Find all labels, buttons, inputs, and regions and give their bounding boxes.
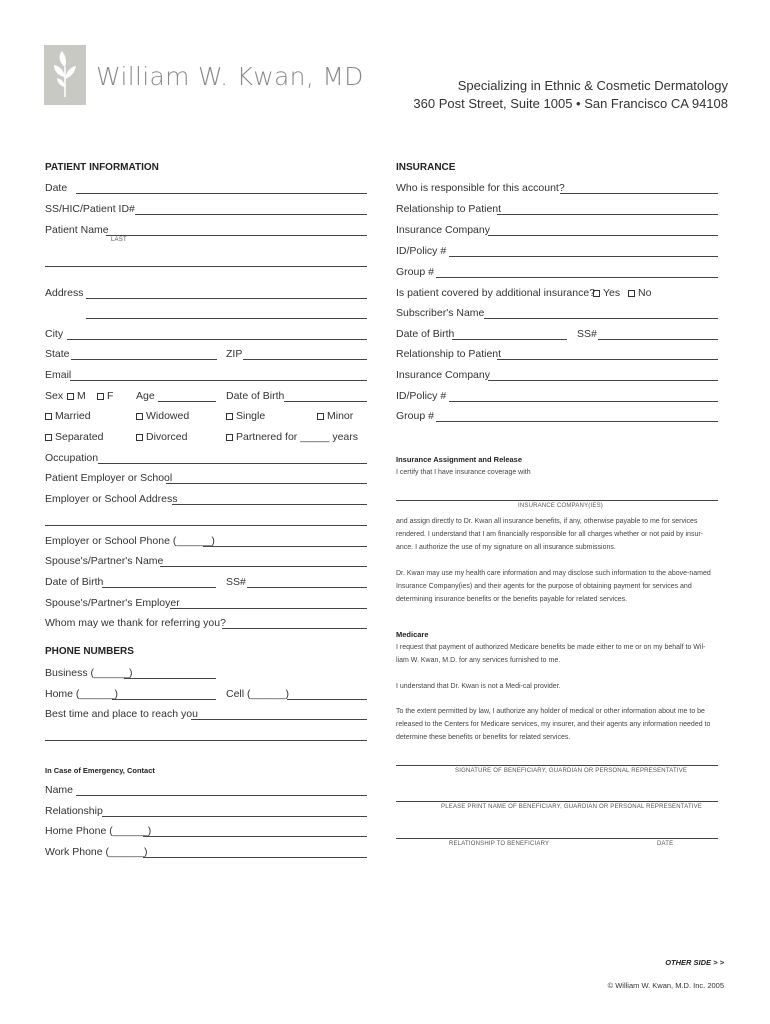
- no-option[interactable]: [628, 287, 651, 300]
- patient-name-field-2[interactable]: [45, 266, 367, 267]
- checkbox-icon[interactable]: [317, 413, 324, 420]
- print-name-caption: PLEASE PRINT NAME OF BENEFICIARY, GUARDIAN OR PERSONAL REPRESENTATIVE: [441, 804, 703, 810]
- relationship-beneficiary-field[interactable]: [396, 838, 718, 839]
- certify-text: I certify that I have insurance coverage with: [396, 469, 531, 476]
- spouse-dob-label: Date of Birth: [45, 576, 104, 588]
- minor-option[interactable]: [317, 410, 353, 423]
- spouse-ss-field[interactable]: [247, 587, 367, 588]
- home-phone-field[interactable]: [112, 699, 216, 700]
- separated-label: Separated: [55, 431, 104, 443]
- group-field[interactable]: [436, 277, 718, 278]
- specialty: Specializing in Ethnic & Cosmetic Dermatology: [457, 78, 728, 93]
- single-label: Single: [236, 410, 266, 422]
- minor-label: Minor: [327, 410, 354, 422]
- cell-phone-label: Cell (______): [226, 688, 290, 700]
- checkbox-icon[interactable]: [226, 413, 233, 420]
- policy-field[interactable]: [449, 256, 718, 257]
- emergency-work-phone-field[interactable]: [143, 857, 367, 858]
- emergency-relationship-label: Relationship: [45, 805, 103, 817]
- relationship-label: Relationship to Patient: [396, 203, 502, 215]
- insurance-company-label: Insurance Company: [396, 224, 490, 236]
- email-label: Email: [45, 369, 72, 381]
- relationship2-label: Relationship to Patient: [396, 348, 502, 360]
- assignment-line-1: and assign directly to Dr. Kwan all insurance benefits, if any, otherwise payable to me for services: [396, 518, 698, 525]
- employer-label: Patient Employer or School: [45, 472, 173, 484]
- medicare-line-2: liam W. Kwan, M.D. for any services furnished to me.: [396, 657, 561, 664]
- disclosure-line-1: Dr. Kwan may use my health care information and may disclose such information to the above-named: [396, 570, 711, 577]
- married-label: Married: [55, 410, 91, 422]
- employer-field[interactable]: [166, 483, 367, 484]
- print-name-field[interactable]: [396, 801, 718, 802]
- policy-label: ID/Policy #: [396, 245, 447, 257]
- phone-heading: PHONE NUMBERS: [45, 646, 134, 657]
- married-option[interactable]: [45, 410, 91, 423]
- partnered-option[interactable]: [226, 431, 358, 444]
- divorced-option[interactable]: [136, 431, 187, 444]
- logo: [44, 45, 86, 105]
- best-time-field-2[interactable]: [45, 740, 367, 741]
- emergency-home-phone-label: Home Phone (______): [45, 825, 152, 837]
- leaf-logo-icon: [44, 45, 86, 105]
- sex-m-option[interactable]: [67, 390, 86, 403]
- relationship-field[interactable]: [497, 214, 718, 215]
- assignment-line-2: rendered. I understand that I am financially responsible for all charges whether or not paid by insur-: [396, 531, 704, 538]
- emergency-name-label: Name: [45, 784, 74, 796]
- emergency-relationship-field[interactable]: [102, 816, 367, 817]
- subscriber-field[interactable]: [484, 318, 718, 319]
- ss-field[interactable]: [135, 214, 367, 215]
- employer-address-label: Employer or School Address: [45, 493, 178, 505]
- subscriber-label: Subscriber's Name: [396, 307, 485, 319]
- city-field[interactable]: [67, 339, 367, 340]
- sex-m-label: M: [77, 390, 86, 402]
- assignment-heading: Insurance Assignment and Release: [396, 455, 523, 464]
- email-field[interactable]: [70, 380, 367, 381]
- address-field[interactable]: [86, 298, 367, 299]
- dob-label: Date of Birth: [226, 390, 285, 402]
- policy2-field[interactable]: [449, 401, 718, 402]
- last-caption: LAST: [111, 237, 127, 243]
- single-option[interactable]: [226, 410, 265, 423]
- insurance-company2-field[interactable]: [488, 380, 718, 381]
- doctor-name: William W. Kwan, MD: [96, 62, 364, 91]
- state-field[interactable]: [71, 359, 217, 360]
- zip-field[interactable]: [243, 359, 367, 360]
- employer-phone-field[interactable]: [203, 546, 367, 547]
- no-label: No: [638, 287, 652, 299]
- patient-name-field[interactable]: [106, 235, 367, 236]
- divorced-label: Divorced: [146, 431, 188, 443]
- address-label: Address: [45, 287, 84, 299]
- relationship-beneficiary-caption: RELATIONSHIP TO BENEFICIARY: [449, 841, 550, 847]
- medicare-line-1: I request that payment of authorized Medicare benefits be made either to me or on my behalf to Wil-: [396, 644, 706, 651]
- best-time-label: Best time and place to reach you: [45, 708, 198, 720]
- insurance-companies-field[interactable]: [396, 500, 718, 501]
- responsible-label: Who is responsible for this account?: [396, 182, 565, 194]
- date-field[interactable]: [76, 193, 367, 194]
- medicare-line-5: released to the Centers for Medicare services, my insurer, and their agents any information needed to: [396, 721, 711, 728]
- policy2-label: ID/Policy #: [396, 390, 447, 402]
- spouse-name-field[interactable]: [160, 566, 367, 567]
- sex-f-label: F: [107, 390, 114, 402]
- ss-label: SS/HIC/Patient ID#: [45, 203, 135, 215]
- widowed-option[interactable]: [136, 410, 189, 423]
- spouse-employer-label: Spouse's/Partner's Employer: [45, 597, 180, 609]
- medicare-heading: Medicare: [396, 630, 429, 639]
- subscriber-dob-label: Date of Birth: [396, 328, 455, 340]
- spouse-dob-field[interactable]: [102, 587, 216, 588]
- subscriber-dob-field[interactable]: [452, 339, 567, 340]
- emergency-home-phone-field[interactable]: [143, 836, 367, 837]
- state-label: State: [45, 348, 70, 360]
- group2-label: Group #: [396, 410, 434, 422]
- medicare-line-4: To the extent permitted by law, I authorize any holder of medical or other information about me to be: [396, 708, 705, 715]
- date-caption: DATE: [657, 841, 674, 847]
- employer-address-field-2[interactable]: [45, 525, 367, 526]
- cell-phone-field[interactable]: [287, 699, 367, 700]
- checkbox-icon[interactable]: [136, 434, 143, 441]
- medicare-line-6: determine these benefits or benefits for related services.: [396, 734, 571, 741]
- date-label: Date: [45, 182, 68, 194]
- disclosure-line-3: determining insurance benefits or the benefits payable for related services.: [396, 596, 628, 603]
- checkbox-icon[interactable]: [45, 434, 52, 441]
- checkbox-icon[interactable]: [226, 434, 233, 441]
- signature-field[interactable]: [396, 765, 718, 766]
- business-phone-label: Business (______): [45, 667, 133, 679]
- subscriber-ss-field[interactable]: [598, 339, 718, 340]
- insurance-company-field[interactable]: [488, 235, 718, 236]
- widowed-label: Widowed: [146, 410, 190, 422]
- medicare-line-3: I understand that Dr. Kwan is not a Medi-cal provider.: [396, 683, 561, 690]
- additional-insurance-label: Is patient covered by additional insurance?: [396, 287, 596, 299]
- subscriber-ss-label: SS#: [577, 328, 597, 340]
- relationship2-field[interactable]: [497, 359, 718, 360]
- business-phone-field[interactable]: [124, 678, 216, 679]
- emergency-work-phone-label: Work Phone (______): [45, 846, 148, 858]
- best-time-field[interactable]: [191, 719, 367, 720]
- assignment-line-3: ance. I authorize the use of my signature on all insurance submissions.: [396, 544, 616, 551]
- sex-label: Sex: [45, 390, 64, 402]
- group2-field[interactable]: [436, 421, 718, 422]
- insurance-companies-caption: INSURANCE COMPANY(IES): [518, 503, 603, 509]
- sex-f-option[interactable]: [97, 390, 113, 403]
- dob-field[interactable]: [284, 401, 367, 402]
- home-phone-label: Home (______): [45, 688, 118, 700]
- spouse-name-label: Spouse's/Partner's Name: [45, 555, 164, 567]
- partnered-label: Partnered for _____ years: [236, 431, 358, 443]
- signature-caption: SIGNATURE OF BENEFICIARY, GUARDIAN OR PERSONAL REPRESENTATIVE: [455, 768, 688, 774]
- age-field[interactable]: [158, 401, 216, 402]
- referral-field[interactable]: [222, 628, 367, 629]
- checkbox-icon[interactable]: [593, 290, 600, 297]
- insurance-company2-label: Insurance Company: [396, 369, 490, 381]
- checkbox-icon[interactable]: [136, 413, 143, 420]
- group-label: Group #: [396, 266, 434, 278]
- occupation-label: Occupation: [45, 452, 99, 464]
- checkbox-icon[interactable]: [628, 290, 635, 297]
- responsible-field[interactable]: [560, 193, 718, 194]
- patient-name-label: Patient Name: [45, 224, 109, 236]
- city-label: City: [45, 328, 64, 340]
- spouse-employer-field[interactable]: [170, 608, 367, 609]
- insurance-heading: INSURANCE: [396, 162, 456, 173]
- referral-label: Whom may we thank for referring you?: [45, 617, 226, 629]
- yes-option[interactable]: [593, 287, 620, 300]
- emergency-heading: In Case of Emergency, Contact: [45, 766, 155, 775]
- checkbox-icon[interactable]: [67, 393, 74, 400]
- age-label: Age: [136, 390, 155, 402]
- disclosure-line-2: Insurance Company(ies) and their agents for the purpose of obtaining payment for services and: [396, 583, 692, 590]
- checkbox-icon[interactable]: [45, 413, 52, 420]
- zip-label: ZIP: [226, 348, 243, 360]
- checkbox-icon[interactable]: [97, 393, 104, 400]
- separated-option[interactable]: [45, 431, 103, 444]
- practice-address: 360 Post Street, Suite 1005 • San Francisco CA 94108: [413, 96, 728, 111]
- address-field-2[interactable]: [86, 318, 367, 319]
- occupation-field[interactable]: [98, 463, 367, 464]
- spouse-ss-label: SS#: [226, 576, 246, 588]
- copyright: © William W. Kwan, M.D. Inc. 2005: [607, 981, 724, 990]
- other-side-note: OTHER SIDE > >: [665, 958, 724, 967]
- patient-info-heading: PATIENT INFORMATION: [45, 162, 159, 173]
- employer-phone-label: Employer or School Phone (______): [45, 535, 215, 547]
- yes-label: Yes: [603, 287, 621, 299]
- employer-address-field[interactable]: [172, 504, 367, 505]
- emergency-name-field[interactable]: [76, 795, 367, 796]
